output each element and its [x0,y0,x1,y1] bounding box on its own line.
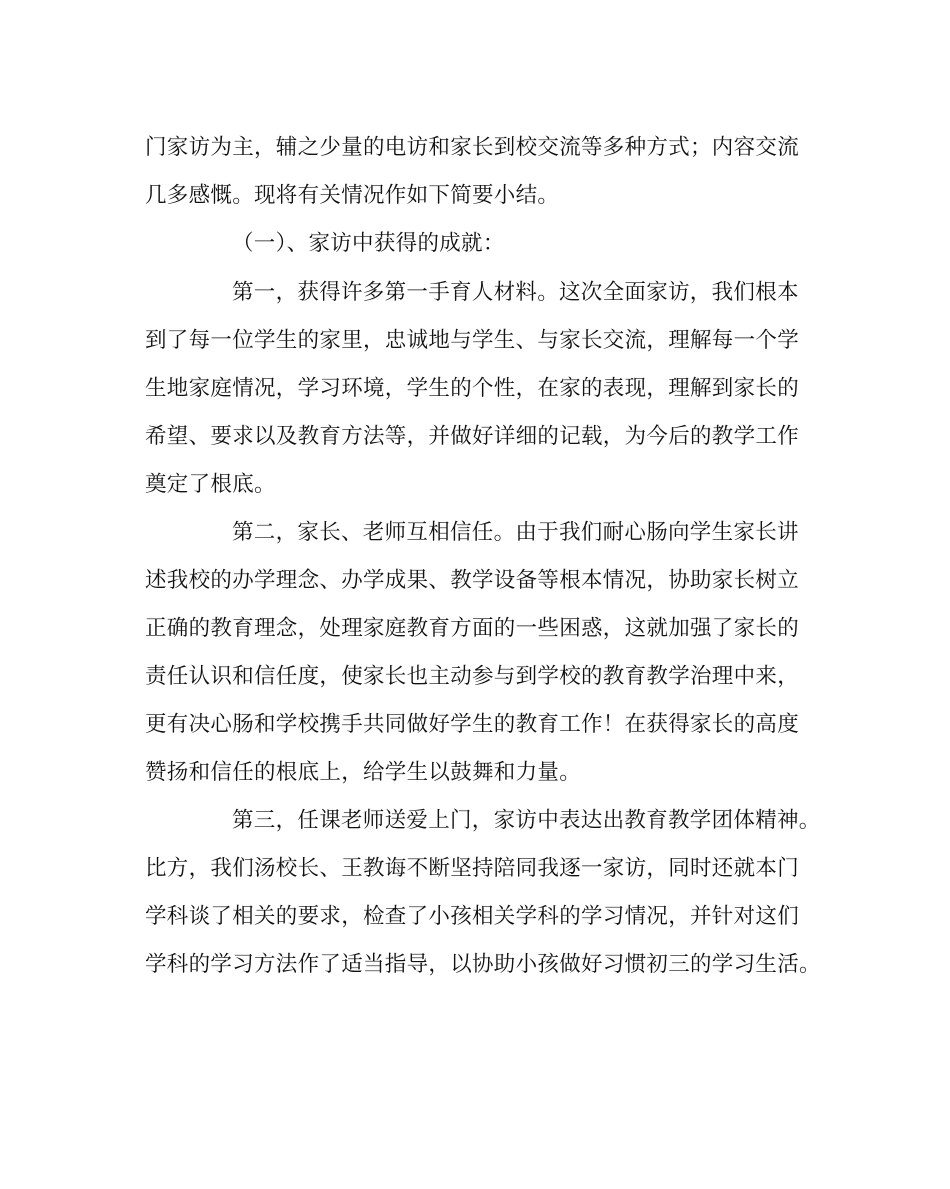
paragraph-line: 学科谈了相关的要求，检查了小孩相关学科的学习情况，并针对这们 [145,904,800,929]
paragraph-line: 到了每一位学生的家里，忠诚地与学生、与家长交流，理解每一个学 [145,328,800,353]
paragraph-line: 奠定了根底。 [145,472,276,497]
paragraph-line: 正确的教育理念，处理家庭教育方面的一些困惑，这就加强了家长的 [145,616,800,641]
paragraph-line: 生地家庭情况，学习环境，学生的个性，在家的表现，理解到家长的 [145,376,800,401]
paragraph-line: 第一，获得许多第一手育人材料。这次全面家访，我们根本 [232,280,799,305]
paragraph-line: 责任认识和信任度，使家长也主动参与到学校的教育教学治理中来， [145,664,800,689]
paragraph-line: 比方，我们汤校长、王教诲不断坚持陪同我逐一家访，同时还就本门 [145,856,800,881]
paragraph-line: 第二，家长、老师互相信任。由于我们耐心肠向学生家长讲 [232,520,799,545]
paragraph-line: 更有决心肠和学校携手共同做好学生的教育工作！在获得家长的高度 [145,712,800,737]
paragraph-line: 赞扬和信任的根底上，给学生以鼓舞和力量。 [145,760,582,785]
paragraph-line: 门家访为主，辅之少量的电访和家长到校交流等多种方式；内容交流 [145,135,800,160]
paragraph-line: 学科的学习方法作了适当指导，以协助小孩做好习惯初三的学习生活。 [145,952,821,977]
paragraph-line: 第三，任课老师送爱上门，家访中表达出教育教学团体精神。 [232,808,821,833]
paragraph-line: 希望、要求以及教育方法等，并做好详细的记载，为今后的教学工作 [145,424,800,449]
section-heading: （一）、家访中获得的成就： [232,231,505,256]
paragraph-line: 述我校的办学理念、办学成果、教学设备等根本情况，协助家长树立 [145,568,800,593]
paragraph-line: 几多感慨。现将有关情况作如下简要小结。 [145,183,560,208]
